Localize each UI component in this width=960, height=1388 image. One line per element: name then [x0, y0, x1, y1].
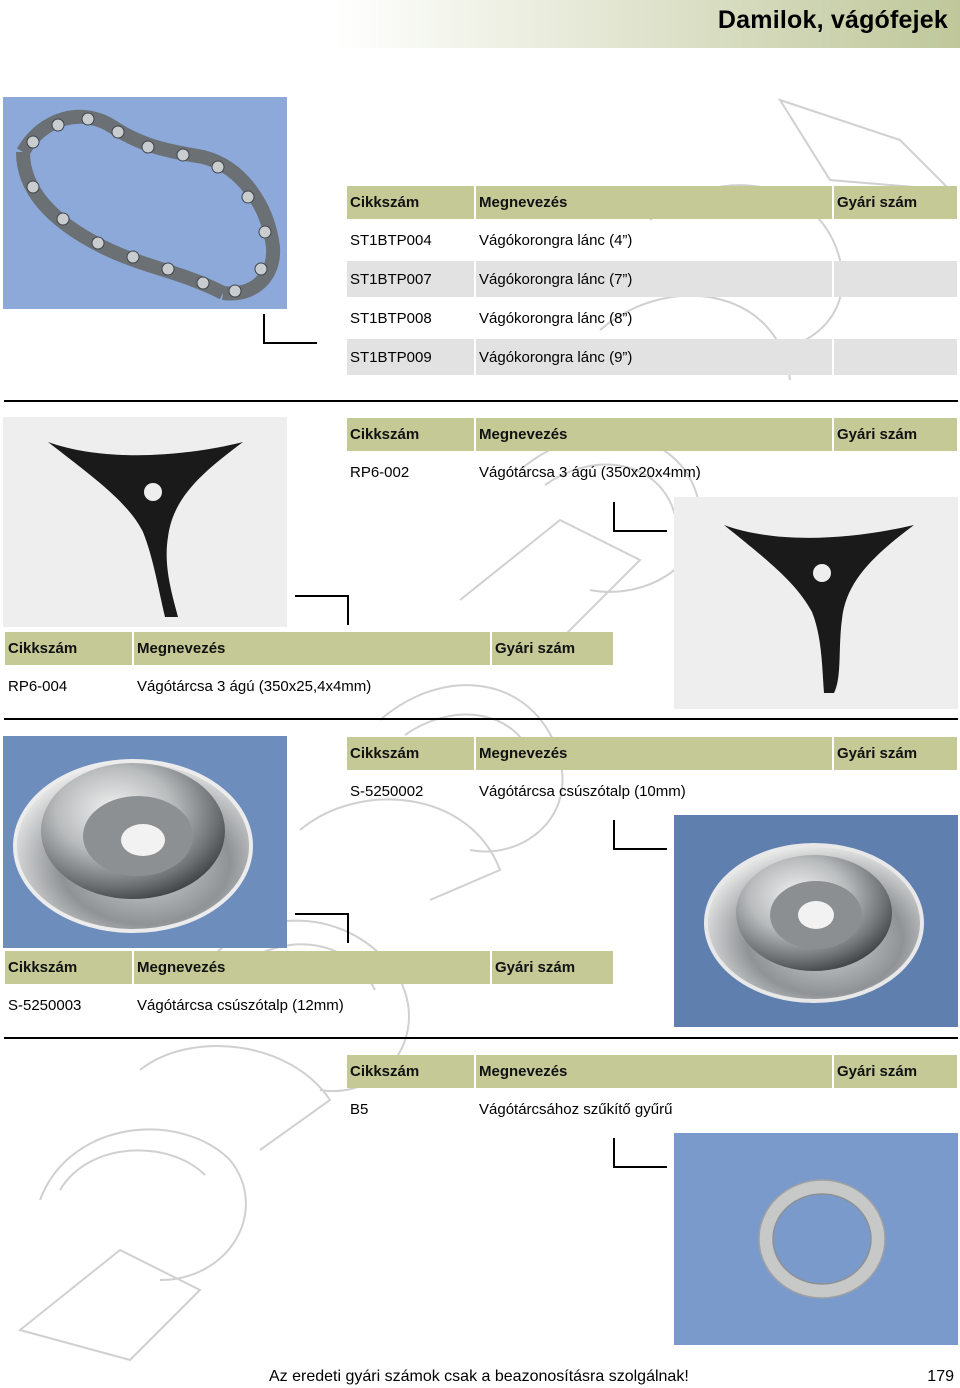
table-row — [5, 987, 613, 1023]
col-header-oem-number: Gyári szám — [492, 632, 613, 665]
oem-number — [834, 300, 957, 336]
skid-plate-photo — [674, 815, 958, 1027]
col-header-oem-number: Gyári szám — [834, 418, 957, 451]
col-header-description: Megnevezés — [134, 632, 490, 665]
corner-marker — [613, 1138, 667, 1168]
item-number: S-5250002 — [350, 782, 424, 800]
oem-number — [834, 339, 957, 375]
item-description: Vágótárcsa 3 ágú (350x25,4x4mm) — [137, 677, 372, 695]
col-header-item-number: Cikkszám — [347, 418, 474, 451]
section-divider — [4, 1037, 958, 1039]
col-header-description: Megnevezés — [476, 1055, 832, 1088]
section-divider — [4, 400, 958, 402]
oem-number — [834, 1091, 957, 1127]
item-number: RP6-002 — [350, 463, 410, 481]
product-table-blade-rp6-002 — [345, 415, 959, 493]
product-table-chain — [345, 183, 959, 378]
page-number: 179 — [927, 1368, 954, 1385]
item-description: Vágókorongra lánc (4”) — [479, 231, 633, 249]
oem-number — [834, 261, 957, 297]
item-description: Vágótárcsa csúszótalp (12mm) — [137, 996, 344, 1014]
page-title: Damilok, vágófejek — [717, 6, 948, 34]
product-table-skid-12mm — [3, 948, 615, 1026]
corner-marker — [263, 314, 317, 344]
product-table-blade-rp6-004 — [3, 629, 615, 707]
product-table-reducer-ring — [345, 1052, 959, 1130]
item-number: S-5250003 — [8, 996, 82, 1014]
oem-number — [834, 454, 957, 490]
page-footer — [0, 1368, 960, 1388]
item-description: Vágótárcsa 3 ágú (350x20x4mm) — [479, 463, 701, 481]
oem-number — [492, 987, 613, 1023]
item-description: Vágókorongra lánc (9”) — [476, 339, 832, 375]
corner-marker — [295, 913, 349, 943]
col-header-item-number: Cikkszám — [347, 737, 474, 770]
col-header-oem-number: Gyári szám — [834, 737, 957, 770]
item-number: RP6-004 — [8, 677, 68, 695]
three-tooth-blade-photo — [3, 417, 287, 627]
col-header-item-number: Cikkszám — [5, 632, 132, 665]
col-header-description: Megnevezés — [476, 418, 832, 451]
item-description: Vágókorongra lánc (8”) — [479, 309, 633, 327]
table-row — [347, 339, 957, 375]
saw-chain-photo — [3, 97, 287, 309]
oem-number — [492, 668, 613, 704]
col-header-description: Megnevezés — [476, 737, 832, 770]
col-header-oem-number: Gyári szám — [834, 1055, 957, 1088]
col-header-item-number: Cikkszám — [347, 186, 474, 219]
item-description: Vágótárcsa csúszótalp (10mm) — [479, 782, 686, 800]
col-header-description: Megnevezés — [476, 186, 832, 219]
corner-marker — [613, 820, 667, 850]
section-divider — [4, 718, 958, 720]
corner-marker — [295, 595, 349, 625]
product-table-skid-10mm — [345, 734, 959, 812]
reducer-ring-photo — [674, 1133, 958, 1345]
item-number: ST1BTP004 — [350, 231, 432, 249]
col-header-description: Megnevezés — [134, 951, 490, 984]
item-number: B5 — [350, 1100, 369, 1118]
table-row — [347, 1091, 957, 1127]
skid-plate-photo — [3, 736, 287, 948]
item-description: Vágótárcsához szűkítő gyűrű — [479, 1100, 673, 1118]
three-tooth-blade-photo — [674, 497, 958, 709]
col-header-item-number: Cikkszám — [347, 1055, 474, 1088]
item-description: Vágókorongra lánc (7”) — [476, 261, 832, 297]
table-row — [347, 454, 957, 490]
table-row — [5, 668, 613, 704]
page-header — [0, 0, 960, 48]
oem-number — [834, 773, 957, 809]
table-row — [347, 300, 957, 336]
table-row — [347, 222, 957, 258]
footer-note: Az eredeti gyári számok csak a beazonosításra szolgálnak! — [269, 1368, 689, 1385]
item-number: ST1BTP009 — [347, 339, 474, 375]
item-number: ST1BTP008 — [350, 309, 432, 327]
col-header-oem-number: Gyári szám — [492, 951, 613, 984]
corner-marker — [613, 502, 667, 532]
table-row — [347, 773, 957, 809]
table-row — [347, 261, 957, 297]
col-header-item-number: Cikkszám — [5, 951, 132, 984]
col-header-oem-number: Gyári szám — [834, 186, 957, 219]
oem-number — [834, 222, 957, 258]
item-number: ST1BTP007 — [347, 261, 474, 297]
